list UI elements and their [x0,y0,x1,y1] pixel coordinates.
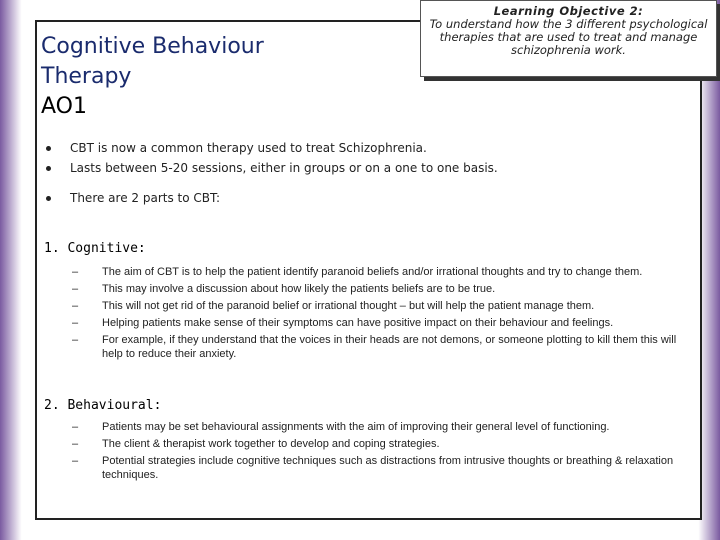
bullet-list [44,138,694,208]
sub-item [44,282,694,296]
sub-item-text: Patients may be set behavioural assignments with the aim of improving their general level of functioning. [102,421,610,433]
dash-icon: – [72,455,79,467]
dash-icon: – [72,317,79,329]
sub-item [44,316,694,330]
bullet-text: There are 2 parts to CBT: [70,191,221,205]
objective-heading: Learning Objective 2: [493,4,644,18]
section-cognitive [44,241,694,361]
sub-item [44,299,694,313]
title-line-1: Cognitive Behaviour [41,34,264,59]
sub-item-text: The aim of CBT is to help the patient identify paranoid beliefs and/or irrational thoughts and try to change them. [102,266,643,278]
bullet-dot-icon [46,196,51,201]
bullet-text: CBT is now a common therapy used to treat Schizophrenia. [70,141,427,155]
sub-item-text: For example, if they understand that the voices in their heads are not demons, or someone plotting to kill them this will help to reduce their anxiety. [102,334,677,360]
objective-body: To understand how the 3 different psychological therapies that are used to treat and manage schizophrenia work. [429,17,708,57]
dash-icon: – [72,421,79,433]
sub-item [44,454,694,482]
section-behavioural [44,398,694,482]
sub-item [44,265,694,279]
bullet-item [44,158,694,178]
sub-item [44,420,694,434]
sub-item-text: Potential strategies include cognitive techniques such as distractions from intrusive thoughts or breathing & relaxation techniques. [102,455,674,481]
sub-item [44,333,694,361]
section-title: 2. Behavioural: [44,398,162,413]
bullet-dot-icon [46,166,51,171]
sub-item-text: Helping patients make sense of their symptoms can have positive impact on their behaviour and feelings. [102,317,614,329]
section-title: 1. Cognitive: [44,241,146,256]
bullet-item [44,188,694,208]
dash-icon: – [72,300,79,312]
learning-objective-box [420,0,717,77]
title-line-2: Therapy [41,64,132,89]
bullet-dot-icon [46,146,51,151]
title-line-3: AO1 [41,94,87,119]
dash-icon: – [72,266,79,278]
bullet-item [44,138,694,158]
sub-item-text: This may involve a discussion about how likely the patients beliefs are to be true. [102,283,496,295]
sub-item-text: The client & therapist work together to develop and coping strategies. [102,438,440,450]
dash-icon: – [72,283,79,295]
dash-icon: – [72,334,79,346]
sub-item-text: This will not get rid of the paranoid belief or irrational thought – but will help the patient manage them. [102,300,595,312]
sub-item [44,437,694,451]
dash-icon: – [72,438,79,450]
bullet-text: Lasts between 5-20 sessions, either in groups or on a one to one basis. [70,161,498,175]
slide-title [41,32,341,122]
